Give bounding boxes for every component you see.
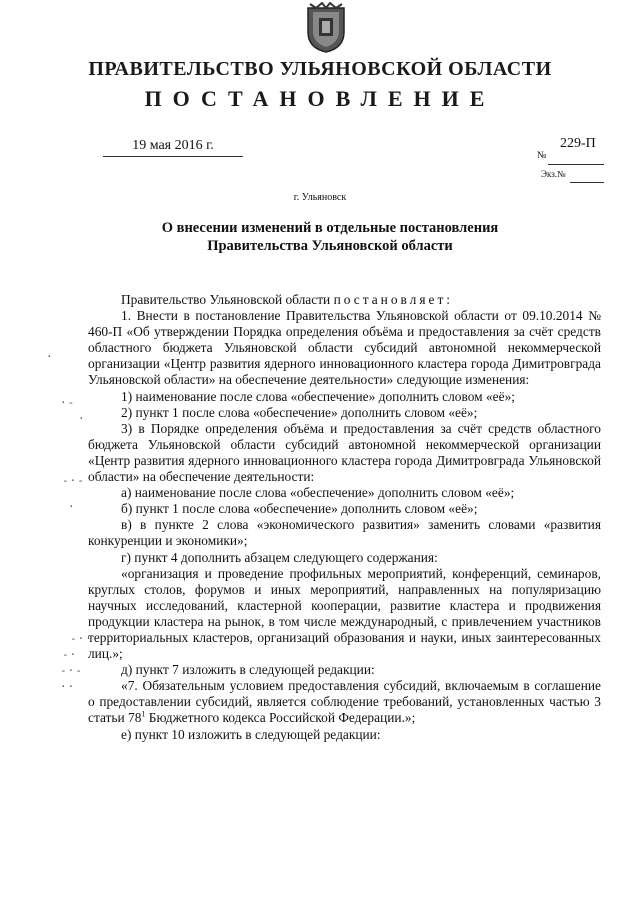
paragraph [88, 678, 601, 726]
heading-line-1: О внесении изменений в отдельные постановления [161, 220, 499, 236]
paragraph-text: «7. Обязательным условием предоставления субсидий, включаемым в соглашение о предоставлении субсидий, является соблюдение требований, установленных частью 3 статьи 78 [88, 678, 601, 726]
number-underline [548, 164, 604, 165]
decree-number: 229-П [560, 136, 596, 151]
paragraph: 2) пункт 1 после слова «обеспечение» дополнить словом «её»; [121, 404, 478, 420]
paragraph: а) наименование после слова «обеспечение» дополнить словом «её»; [121, 485, 515, 501]
decree-heading [120, 219, 540, 255]
paragraph: б) пункт 1 после слова «обеспечение» дополнить словом «её»; [121, 501, 478, 517]
margin-mark: -·- [62, 474, 85, 487]
margin-mark: -·- [60, 664, 83, 677]
copy-number-underline [570, 182, 604, 183]
intro-text: Правительство Ульяновской области [121, 292, 334, 307]
margin-mark: -·· [70, 632, 93, 645]
paragraph: в) в пункте 2 слова «экономического развития» заменить словами «развития конкуренции и экономики»; [88, 517, 601, 549]
paragraph: 1) наименование после слова «обеспечение» дополнить словом «её»; [121, 388, 515, 404]
paragraph: 1. Внести в постановление Правительства Ульяновской области от 09.10.2014 № 460-П «Об утверждении Порядка определения объёма и предоставления за счёт средств областного бюджета Ульяновской области субсидий автономной некоммерческой организации «Центр развития ядерного инновационного кластера города Димитровграда Ульяновской области» на обеспечение деятельности» следующие изменения: [88, 308, 601, 388]
intro-paragraph [88, 292, 601, 308]
paragraph: д) пункт 7 изложить в следующей редакции: [121, 662, 375, 678]
paragraph: е) пункт 10 изложить в следующей редакции: [121, 726, 381, 742]
superscript: 1 [141, 709, 146, 719]
city-name: г. Ульяновск [293, 192, 347, 203]
margin-mark: · [78, 412, 86, 425]
paragraph-text: Бюджетного кодекса Российской Федерации.»; [145, 710, 416, 726]
intro-verb: постановляет: [333, 292, 454, 307]
government-title: ПРАВИТЕЛЬСТВО УЛЬЯНОВСКОЙ ОБЛАСТИ [88, 58, 552, 80]
margin-mark: ·- [60, 396, 76, 409]
number-label: № [537, 150, 547, 161]
decree-date: 19 мая 2016 г. [103, 138, 243, 157]
copy-number-label: Экз.№ [541, 169, 566, 179]
paragraph: 3) в Порядке определения объёма и предоставления за счёт средств областного бюджета Ульяновской области субсидий автономной некоммерческой организации «Центр развития ядерного инновационного кластера города Димитровграда Ульяновской области» на обеспечение деятельности: [88, 420, 601, 485]
document-type-title: ПОСТАНОВЛЕНИЕ [144, 86, 496, 111]
margin-mark: · [68, 500, 76, 513]
decree-body [88, 292, 601, 743]
paragraph: «организация и проведение профильных мероприятий, конференций, семинаров, круглых столов, форумов и иных мероприятий, направленных на популяризацию научных исследований, кластерной кооперации, развитие кластера и продвижения продукции кластера на рынок, в том числе международный, с привлечением участников территориальных кластеров, организаций образования и науки, иных заинтересованных лиц.»; [88, 565, 601, 662]
margin-mark: -· [62, 648, 78, 661]
margin-mark: ·· [60, 680, 76, 693]
paragraph: г) пункт 4 дополнить абзацем следующего содержания: [121, 549, 438, 565]
margin-mark: . [46, 347, 54, 360]
heading-line-2: Правительства Ульяновской области [207, 238, 453, 254]
coat-of-arms-emblem [304, 2, 348, 54]
